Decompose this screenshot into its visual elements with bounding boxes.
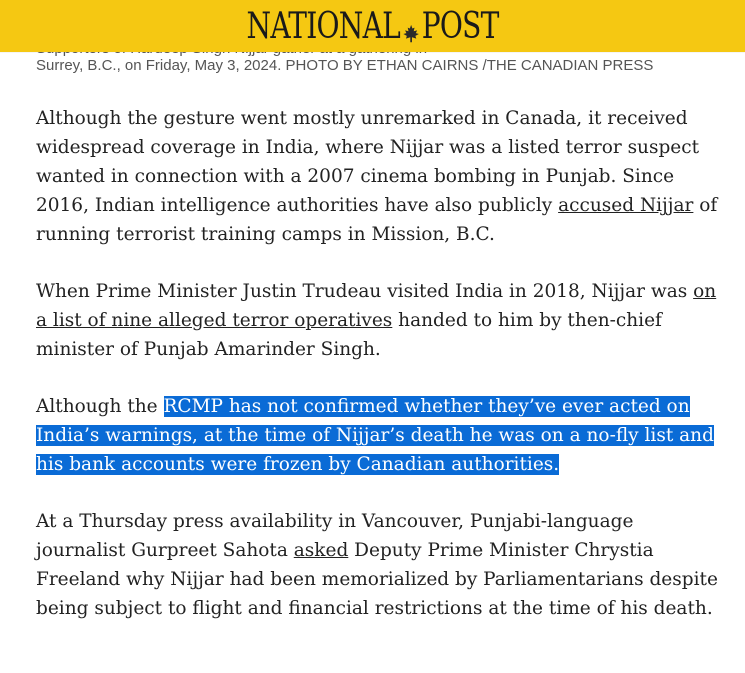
logo-text-post: POST [421, 6, 499, 47]
paragraph-1-text-a: Although the gesture went mostly unremarked in Canada, it received widespread coverage in India, where Nijjar was a listed terror suspect wanted in connection with a 2007 cinema bombing in Punjab. Since 2016, Indian intelligence authorities have also publicly [36, 108, 700, 216]
logo-text-national: NATIONAL [246, 6, 400, 47]
paragraph-1-text-b: of running terrorist training camps in Mission, B.C. [36, 195, 718, 245]
link-asked[interactable]: asked [293, 540, 349, 561]
paragraph-3-text-a: Although the [36, 396, 164, 417]
maple-leaf-icon [401, 16, 422, 38]
link-terror-operatives-list[interactable]: on a list of nine alleged terror operatives [36, 281, 717, 331]
paragraph-2-text-b: handed to him by then-chief minister of Punjab Amarinder Singh. [36, 310, 662, 360]
site-header [0, 0, 745, 52]
paragraph-4 [36, 507, 726, 623]
link-accused-nijjar[interactable]: accused Nijjar [558, 195, 694, 216]
paragraph-1 [36, 104, 726, 249]
paragraph-3 [36, 392, 726, 479]
paragraph-2-text-a: When Prime Minister Justin Trudeau visited India in 2018, Nijjar was [36, 281, 694, 302]
paragraph-2 [36, 277, 726, 364]
article-body [36, 104, 726, 651]
paragraph-4-text-a: At a Thursday press availability in Vancouver, Punjabi-language journalist Gurpreet Sahota [36, 511, 634, 561]
photo-caption: Surrey, B.C., on Friday, May 3, 2024. PHOTO BY ETHAN CAIRNS /THE CANADIAN PRESS [36, 57, 654, 74]
national-post-logo[interactable] [246, 6, 499, 47]
selected-text-highlight[interactable]: RCMP has not confirmed whether they’ve ever acted on India’s warnings, at the time of Nijjar’s death he was on a no-fly list and his bank accounts were frozen by Canadian authorities. [36, 396, 714, 475]
paragraph-4-text-b: Deputy Prime Minister Chrystia Freeland why Nijjar had been memorialized by Parliamentarians despite being subject to flight and financial restrictions at the time of his death. [36, 540, 718, 619]
